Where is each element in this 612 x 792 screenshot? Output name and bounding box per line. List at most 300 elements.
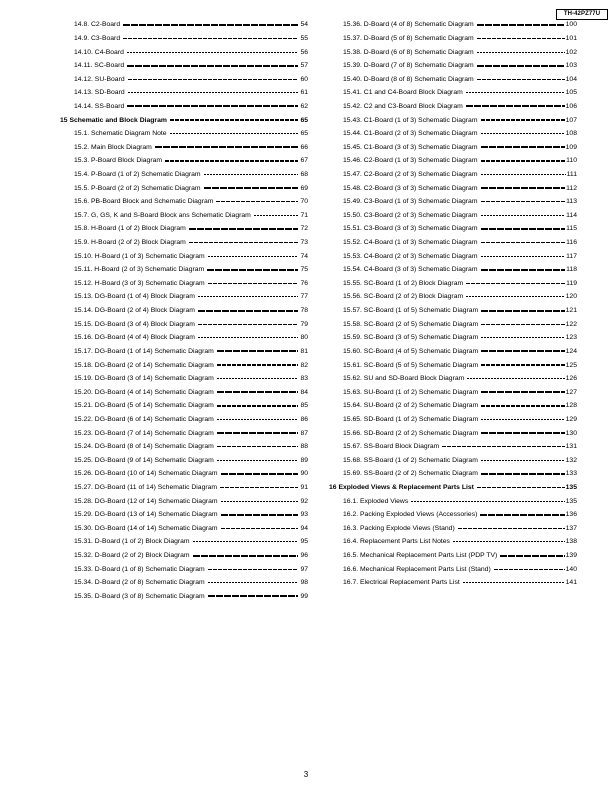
toc-entry-title: 15.46. C2-Board (1 of 3) Schematic Diagram [343, 157, 478, 165]
dot-leader [481, 201, 566, 202]
dot-leader [463, 582, 565, 583]
toc-entry-page: 111 [566, 171, 577, 178]
toc-entry[interactable] [58, 249, 308, 263]
dot-leader [466, 105, 565, 107]
toc-entry-page: 69 [300, 184, 308, 192]
toc-entry[interactable] [58, 413, 308, 427]
toc-entry[interactable] [327, 263, 577, 277]
toc-entry-page: 137 [565, 524, 577, 532]
dot-leader [217, 419, 298, 420]
toc-entry[interactable] [327, 249, 577, 263]
toc-entry-page: 81 [300, 347, 308, 355]
toc-entry-title: 14.12. SU-Board [74, 75, 125, 83]
toc-entry[interactable] [58, 549, 308, 563]
dot-leader [466, 283, 565, 284]
toc-entry-page: 61 [300, 89, 308, 97]
toc-entry-page: 128 [565, 402, 577, 410]
toc-entry[interactable] [327, 277, 577, 291]
dot-leader [500, 555, 564, 557]
dot-leader [494, 569, 565, 570]
toc-entry-page: 136 [565, 511, 577, 519]
toc-entry-page: 126 [565, 375, 577, 383]
dot-leader [208, 283, 298, 284]
toc-entry[interactable] [58, 209, 308, 223]
dot-leader [481, 146, 565, 148]
toc-entry[interactable] [327, 549, 577, 563]
toc-entry-page: 107 [565, 116, 577, 124]
toc-entry-title: 15.18. DG-Board (2 of 14) Schematic Diagram [74, 361, 214, 369]
toc-entry-page: 57 [300, 62, 308, 70]
dot-leader [165, 160, 298, 161]
toc-entry[interactable] [58, 399, 308, 413]
toc-entry-title: 15.31. D-Board (1 of 2) Block Diagram [74, 538, 190, 546]
dot-leader [477, 38, 565, 39]
dot-leader [217, 460, 298, 461]
dot-leader [481, 256, 566, 257]
toc-entry-page: 55 [300, 34, 308, 42]
toc-entry-title: 15.56. SC-Board (2 of 2) Block Diagram [343, 293, 464, 301]
dot-leader [217, 432, 298, 434]
toc-entry-page: 131 [565, 443, 577, 451]
dot-leader [198, 337, 298, 338]
toc-entry[interactable] [58, 426, 308, 440]
toc-entry[interactable] [327, 331, 577, 345]
toc-entry[interactable] [327, 32, 577, 46]
toc-entry-title: 15.52. C4-Board (1 of 3) Schematic Diagram [343, 239, 478, 247]
toc-entry[interactable] [327, 304, 577, 318]
toc-entry-page: 65 [300, 130, 308, 138]
toc-entry-page: 82 [300, 361, 308, 369]
toc-entry-title: 15.44. C1-Board (2 of 3) Schematic Diagram [343, 130, 478, 138]
toc-left-column [58, 18, 308, 603]
toc-entry-title: 15.37. D-Board (5 of 8) Schematic Diagram [343, 34, 474, 42]
toc-entry[interactable] [327, 576, 577, 590]
toc-entry[interactable] [327, 290, 577, 304]
toc-entry[interactable] [327, 345, 577, 359]
toc-entry-page: 105 [565, 89, 577, 97]
toc-entry-page: 113 [566, 198, 577, 206]
toc-entry[interactable] [58, 562, 308, 576]
dot-leader [481, 160, 566, 161]
toc-entry-title: 15.64. SU-Board (2 of 2) Schematic Diagram [343, 402, 479, 410]
dot-leader [458, 528, 565, 529]
toc-entry-title: 15.61. SC-Board (5 of 5) Schematic Diagram [343, 361, 479, 369]
toc-entry[interactable] [58, 222, 308, 236]
toc-entry[interactable] [58, 508, 308, 522]
dot-leader [217, 364, 298, 365]
toc-entry[interactable] [58, 372, 308, 386]
toc-entry[interactable] [327, 358, 577, 372]
dot-leader [477, 24, 565, 26]
toc-entry-page: 114 [566, 211, 577, 219]
toc-entry-title: 15.9. H-Board (2 of 2) Block Diagram [74, 239, 186, 247]
toc-entry[interactable] [58, 263, 308, 277]
toc-entry[interactable] [58, 236, 308, 250]
toc-entry-title: 15.10. H-Board (1 of 3) Schematic Diagram [74, 252, 205, 260]
toc-entry-title: 15.19. DG-Board (3 of 14) Schematic Diagram [74, 375, 214, 383]
dot-leader [481, 174, 566, 175]
dot-leader [193, 555, 298, 557]
toc-entry-title: 14.9. C3-Board [74, 34, 121, 42]
toc-entry[interactable] [327, 209, 577, 223]
toc-entry-title: 15.34. D-Board (2 of 8) Schematic Diagram [74, 579, 205, 587]
toc-entry-page: 74 [300, 252, 308, 260]
dot-leader [208, 569, 298, 570]
toc-entry[interactable] [327, 168, 577, 182]
toc-entry-page: 116 [566, 239, 577, 247]
toc-entry-title: 15.6. PB-Board Block and Schematic Diagram [74, 198, 214, 206]
toc-entry[interactable] [58, 277, 308, 291]
toc-entry-title: 15.29. DG-Board (13 of 14) Schematic Diagram [74, 511, 218, 519]
toc-entry-page: 124 [565, 347, 577, 355]
toc-entry[interactable] [327, 154, 577, 168]
toc-entry-title: 15.43. C1-Board (1 of 3) Schematic Diagram [343, 116, 478, 124]
toc-entry-title: 16.7. Electrical Replacement Parts List [343, 579, 460, 587]
toc-entry-page: 96 [300, 552, 308, 560]
toc-entry-page: 92 [300, 497, 308, 505]
dot-leader [128, 92, 298, 93]
toc-entry-page: 85 [300, 402, 308, 410]
toc-entry-title: 16 Exploded Views & Replacement Parts List [329, 484, 474, 492]
toc-entry-title: 15.11. H-Board (2 of 3) Schematic Diagram [74, 266, 205, 274]
dot-leader [193, 541, 298, 542]
toc-entry-title: 15.2. Main Block Diagram [74, 143, 152, 151]
dot-leader [477, 52, 565, 53]
toc-entry[interactable] [58, 494, 308, 508]
toc-entry[interactable] [327, 467, 577, 481]
toc-entry[interactable] [58, 100, 308, 114]
toc-entry-title: 15.69. SS-Board (2 of 2) Schematic Diagram [343, 470, 478, 478]
dot-leader [155, 146, 298, 148]
dot-leader [221, 473, 298, 475]
toc-entry-page: 108 [565, 130, 577, 138]
toc-entry[interactable] [327, 562, 577, 576]
toc-entry[interactable] [58, 32, 308, 46]
toc-entry[interactable] [327, 86, 577, 100]
toc-entry-title: 15.68. SS-Board (1 of 2) Schematic Diagram [343, 456, 478, 464]
toc-entry-page: 120 [565, 293, 577, 301]
dot-leader [189, 228, 298, 230]
dot-leader [123, 38, 298, 39]
toc-entry-page: 84 [300, 388, 308, 396]
toc-entry-page: 93 [300, 511, 308, 519]
toc-entry-page: 117 [566, 252, 577, 260]
dot-leader [481, 460, 565, 461]
toc-entry-title: 15.60. SC-Board (4 of 5) Schematic Diagram [343, 347, 479, 355]
toc-entry-title: 14.8. C2-Board [74, 21, 121, 29]
toc-entry-title: 16.6. Mechanical Replacement Parts List (Stand) [343, 565, 491, 573]
toc-entry-page: 123 [565, 334, 577, 342]
toc-entry-title: 15.12. H-Board (3 of 3) Schematic Diagram [74, 279, 205, 287]
toc-entry[interactable] [327, 494, 577, 508]
dot-leader [204, 187, 298, 189]
toc-entry[interactable] [58, 59, 308, 73]
toc-entry[interactable] [58, 345, 308, 359]
toc-entry-page: 112 [566, 184, 577, 192]
dot-leader [481, 242, 566, 243]
toc-entry-page: 94 [300, 524, 308, 532]
toc-section-entry[interactable] [327, 481, 577, 495]
toc-entry-page: 86 [300, 415, 308, 423]
toc-entry[interactable] [58, 127, 308, 141]
toc-entry[interactable] [58, 72, 308, 86]
toc-entry-title: 16.4. Replacement Parts List Notes [343, 538, 450, 546]
toc-entry-title: 15.25. DG-Board (9 of 14) Schematic Diagram [74, 456, 214, 464]
toc-entry[interactable] [327, 100, 577, 114]
toc-entry-page: 87 [300, 429, 308, 437]
toc-entry-page: 133 [565, 470, 577, 478]
toc-entry[interactable] [58, 45, 308, 59]
toc-entry-title: 16.2. Packing Exploded Views (Accessories) [343, 511, 478, 519]
dot-leader [127, 52, 298, 53]
dot-leader [127, 65, 298, 67]
dot-leader [217, 378, 298, 379]
dot-leader [128, 79, 298, 80]
toc-entry-title: 15.32. D-Board (2 of 2) Block Diagram [74, 552, 190, 560]
dot-leader [127, 105, 298, 107]
toc-entry-title: 15.24. DG-Board (8 of 14) Schematic Diagram [74, 443, 214, 451]
dot-leader [221, 514, 298, 516]
toc-entry-title: 15.7. G, GS, K and S-Board Block ans Schematic Diagram [74, 211, 251, 219]
toc-entry-title: 15.3. P-Board Block Diagram [74, 157, 163, 165]
toc-entry-title: 15.39. D-Board (7 of 8) Schematic Diagram [343, 62, 474, 70]
toc-entry-title: 15.50. C3-Board (2 of 3) Schematic Diagram [343, 211, 478, 219]
toc-entry[interactable] [58, 168, 308, 182]
toc-entry-page: 80 [300, 334, 308, 342]
toc-entry[interactable] [58, 454, 308, 468]
toc-entry-title: 15.65. SD-Board (1 of 2) Schematic Diagram [343, 415, 479, 423]
toc-entry[interactable] [327, 59, 577, 73]
toc-entry-page: 88 [300, 443, 308, 451]
dot-leader [207, 269, 298, 271]
toc-entry-page: 66 [300, 143, 308, 151]
dot-leader [481, 391, 564, 393]
toc-entry-page: 77 [300, 293, 308, 301]
toc-entry-title: 15.40. D-Board (8 of 8) Schematic Diagram [343, 75, 474, 83]
dot-leader [208, 595, 298, 597]
dot-leader [466, 296, 565, 297]
dot-leader [189, 242, 298, 243]
toc-entry-title: 15.4. P-Board (1 of 2) Schematic Diagram [74, 171, 201, 178]
toc-entry-page: 65 [300, 116, 308, 124]
toc-entry-title: 15.14. DG-Board (2 of 4) Block Diagram [74, 307, 195, 315]
toc-entry[interactable] [58, 18, 308, 32]
toc-entry[interactable] [327, 317, 577, 331]
toc-entry-title: 15.59. SC-Board (3 of 5) Schematic Diagram [343, 334, 479, 342]
toc-entry-page: 62 [300, 102, 308, 110]
toc-entry-page: 125 [565, 361, 577, 369]
toc-entry[interactable] [58, 576, 308, 590]
dot-leader [216, 201, 298, 202]
toc-entry[interactable] [327, 426, 577, 440]
toc-entry-title: 15.16. DG-Board (4 of 4) Block Diagram [74, 334, 195, 342]
toc-entry-page: 71 [300, 211, 308, 219]
toc-entry-page: 130 [565, 429, 577, 437]
toc-entry[interactable] [58, 440, 308, 454]
toc-entry-title: 14.14. SS-Board [74, 102, 125, 110]
toc-entry-title: 15.63. SU-Board (1 of 2) Schematic Diagram [343, 388, 479, 396]
toc-entry[interactable] [327, 535, 577, 549]
toc-entry[interactable] [327, 372, 577, 386]
dot-leader [198, 310, 298, 312]
dot-leader [442, 446, 564, 447]
toc-entry-title: 15.22. DG-Board (6 of 14) Schematic Diagram [74, 415, 214, 423]
toc-entry-page: 68 [300, 171, 308, 178]
toc-entry[interactable] [327, 127, 577, 141]
dot-leader [481, 419, 564, 420]
toc-entry-page: 79 [300, 320, 308, 328]
toc-entry[interactable] [327, 140, 577, 154]
dot-leader [481, 350, 564, 352]
dot-leader [481, 269, 566, 271]
dot-leader [208, 256, 298, 257]
toc-entry-page: 106 [565, 102, 577, 110]
toc-entry[interactable] [327, 222, 577, 236]
dot-leader [481, 215, 566, 216]
toc-entry-page: 122 [565, 320, 577, 328]
dot-leader [217, 350, 298, 352]
toc-entry[interactable] [327, 454, 577, 468]
toc-entry-title: 15.67. SS-Board Block Diagram [343, 443, 440, 451]
toc-entry-page: 100 [565, 21, 577, 29]
toc-entry[interactable] [58, 181, 308, 195]
dot-leader [217, 391, 298, 393]
toc-entry-title: 16.5. Mechanical Replacement Parts List (PDP TV) [343, 552, 498, 560]
toc-entry-title: 15.20. DG-Board (4 of 14) Schematic Diagram [74, 388, 214, 396]
toc-entry[interactable] [327, 236, 577, 250]
toc-entry-title: 15.35. D-Board (3 of 8) Schematic Diagram [74, 592, 205, 600]
toc-entry[interactable] [327, 413, 577, 427]
toc-entry-page: 54 [300, 21, 308, 29]
dot-leader [411, 501, 564, 502]
toc-entry[interactable] [58, 140, 308, 154]
dot-leader [481, 473, 565, 475]
toc-entry[interactable] [58, 467, 308, 481]
toc-entry-page: 78 [300, 307, 308, 315]
toc-entry-page: 135 [565, 484, 577, 492]
toc-entry-page: 72 [300, 225, 308, 233]
toc-entry-title: 15.62. SU and SD-Board Block Diagram [343, 375, 465, 383]
toc-entry-page: 118 [566, 266, 577, 274]
toc-entry-title: 15.49. C3-Board (1 of 3) Schematic Diagram [343, 198, 478, 206]
toc-entry[interactable] [58, 86, 308, 100]
toc-entry-page: 140 [565, 565, 577, 573]
dot-leader [481, 432, 564, 434]
toc-entry-title: 15.28. DG-Board (12 of 14) Schematic Diagram [74, 497, 218, 505]
toc-entry-page: 89 [300, 456, 308, 464]
toc-entry-title: 15.51. C3-Board (3 of 3) Schematic Diagram [343, 225, 478, 233]
toc-entry-page: 109 [565, 143, 577, 151]
toc-entry-page: 115 [566, 225, 577, 233]
toc-entry-title: 15.13. DG-Board (1 of 4) Block Diagram [74, 293, 195, 301]
dot-leader [466, 92, 565, 93]
toc-entry[interactable] [327, 440, 577, 454]
toc-entry-page: 119 [566, 279, 577, 287]
toc-entry-title: 15.27. DG-Board (11 of 14) Schematic Diagram [74, 484, 218, 492]
dot-leader [477, 65, 565, 67]
toc-entry-title: 15.45. C1-Board (3 of 3) Schematic Diagram [343, 143, 478, 151]
toc-entry[interactable] [327, 385, 577, 399]
toc-entry-title: 15.38. D-Board (6 of 8) Schematic Diagram [343, 48, 474, 56]
toc-entry-title: 15.54. C4-Board (3 of 3) Schematic Diagram [343, 266, 478, 274]
toc-entry[interactable] [58, 481, 308, 495]
toc-entry-title: 15.33. D-Board (1 of 8) Schematic Diagram [74, 565, 205, 573]
toc-entry-page: 121 [565, 307, 577, 315]
toc-entry-title: 15.26. DG-Board (10 of 14) Schematic Diagram [74, 470, 218, 478]
toc-entry-title: 15.8. H-Board (1 of 2) Block Diagram [74, 225, 186, 233]
toc-entry[interactable] [58, 154, 308, 168]
toc-entry[interactable] [58, 317, 308, 331]
toc-entry-title: 15.36. D-Board (4 of 8) Schematic Diagram [343, 21, 474, 29]
dot-leader [204, 174, 298, 175]
dot-leader [170, 133, 298, 134]
toc-entry[interactable] [327, 195, 577, 209]
toc-section-entry[interactable] [58, 113, 308, 127]
toc-entry[interactable] [58, 331, 308, 345]
dot-leader [481, 228, 566, 230]
toc-entry-title: 15 Schematic and Block Diagram [60, 116, 167, 124]
toc-entry[interactable] [327, 45, 577, 59]
toc-entry-page: 76 [300, 279, 308, 287]
toc-entry[interactable] [58, 522, 308, 536]
toc-entry[interactable] [327, 181, 577, 195]
dot-leader [217, 446, 298, 447]
dot-leader [221, 501, 298, 502]
dot-leader [481, 119, 565, 120]
toc-entry-title: 14.13. SD-Board [74, 89, 125, 97]
toc-entry-page: 127 [565, 388, 577, 396]
toc-entry-title: 14.10. C4-Board [74, 48, 124, 56]
page-number: 3 [303, 770, 309, 779]
toc-entry-page: 56 [300, 48, 308, 56]
dot-leader [220, 487, 298, 488]
dot-leader [453, 541, 565, 542]
toc-entry-title: 15.58. SC-Board (2 of 5) Schematic Diagram [343, 320, 479, 328]
toc-entry[interactable] [58, 358, 308, 372]
toc-entry[interactable] [58, 304, 308, 318]
toc-entry[interactable] [327, 113, 577, 127]
toc-entry-page: 135 [565, 497, 577, 505]
toc-entry[interactable] [58, 290, 308, 304]
toc-entry[interactable] [327, 399, 577, 413]
dot-leader [208, 582, 298, 583]
toc-entry-page: 97 [300, 565, 308, 573]
dot-leader [481, 364, 564, 365]
toc-entry-page: 99 [300, 592, 308, 600]
toc-entry-title: 15.5. P-Board (2 of 2) Schematic Diagram [74, 184, 201, 192]
toc-entry[interactable] [58, 590, 308, 604]
toc-entry-title: 15.15. DG-Board (3 of 4) Block Diagram [74, 320, 195, 328]
toc-entry[interactable] [327, 522, 577, 536]
toc-entry-page: 110 [566, 157, 577, 165]
toc-entry[interactable] [58, 385, 308, 399]
toc-entry-title: 15.48. C2-Board (3 of 3) Schematic Diagram [343, 184, 478, 192]
toc-entry-page: 67 [300, 157, 308, 165]
dot-leader [481, 133, 565, 134]
dot-leader [481, 337, 564, 338]
toc-entry[interactable] [327, 72, 577, 86]
toc-entry-title: 15.47. C2-Board (2 of 3) Schematic Diagram [343, 171, 478, 178]
toc-entry[interactable] [327, 508, 577, 522]
toc-entry-title: 15.30. DG-Board (14 of 14) Schematic Diagram [74, 524, 218, 532]
toc-entry[interactable] [327, 18, 577, 32]
toc-entry-title: 15.42. C2 and C3-Board Block Diagram [343, 102, 463, 110]
toc-entry[interactable] [58, 535, 308, 549]
toc-entry-page: 132 [565, 456, 577, 464]
toc-entry[interactable] [58, 195, 308, 209]
toc-entry-title: 15.57. SC-Board (1 of 5) Schematic Diagram [343, 307, 479, 315]
toc-entry-title: 15.23. DG-Board (7 of 14) Schematic Diagram [74, 429, 214, 437]
